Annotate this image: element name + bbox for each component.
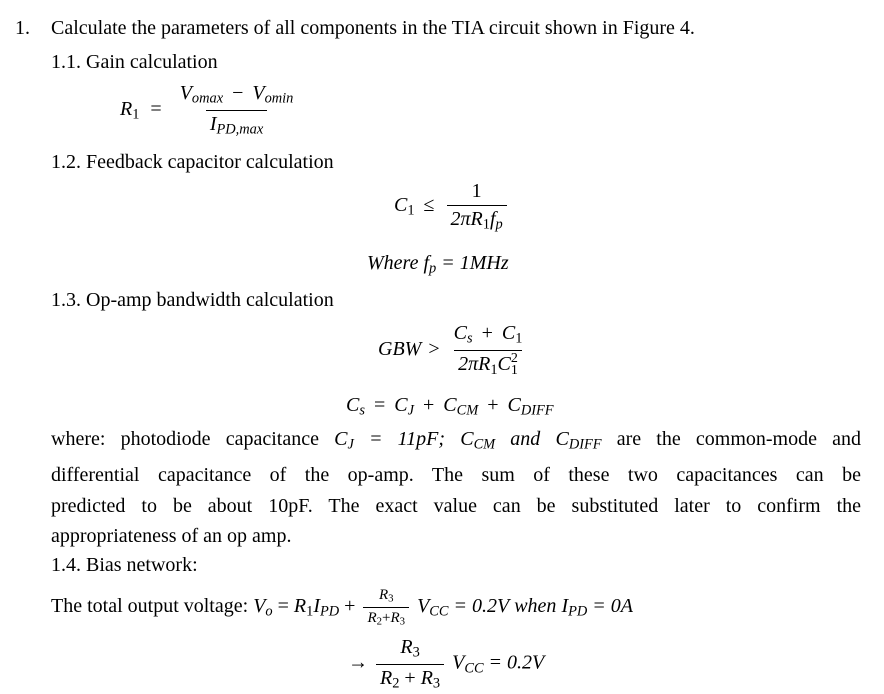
cs-equation: $C_s = C_J + C_{CM} + C_{DIFF}$ bbox=[346, 394, 554, 419]
feedback-denominator: $2\pi R1f_p$ bbox=[447, 205, 507, 234]
gain-numerator: $V_{omax} - V_{omin}$ bbox=[179, 82, 294, 107]
item-number: 1. bbox=[15, 17, 30, 39]
where-fp-line: Where $f_p = 1MHz$ bbox=[367, 252, 509, 277]
bias-fraction-inline: $\frac{R3}{R2+R3}$ bbox=[363, 587, 409, 627]
c1-symbol: C1 bbox=[394, 194, 415, 219]
heading-opamp-bandwidth: 1.3. Op-amp bandwidth calculation bbox=[51, 289, 334, 311]
implies-arrow: → bbox=[348, 651, 368, 674]
heading-feedback-capacitor: 1.2. Feedback capacitor calculation bbox=[51, 151, 334, 173]
gain-denominator: $I_{PD,max}$ bbox=[206, 110, 267, 139]
gain-fraction bbox=[176, 82, 298, 138]
paragraph-line-3: predicted to be about 10pF. The exact value can be substituted later to confirm the bbox=[51, 494, 861, 517]
heading-gain: 1.1. Gain calculation bbox=[51, 51, 218, 73]
paragraph-line-2: differential capacitance of the op-amp. The sum of these two capacitances can be bbox=[51, 464, 861, 487]
gbw-denominator: 2πR1C 2 1 bbox=[454, 350, 522, 379]
gain-equation bbox=[120, 82, 300, 138]
gbw-fraction bbox=[450, 322, 527, 378]
feedback-capacitor-equation: C1 ≤ $\frac{1}{2\pi R1f_p}$ bbox=[394, 180, 510, 234]
r1-symbol: R1 bbox=[120, 97, 140, 123]
equals-sign: = bbox=[150, 97, 162, 120]
bias-result-line: → $\frac{R3}{R2 + R3}$ $V_{CC} = 0.2V$ bbox=[348, 636, 545, 692]
feedback-fraction: $\frac{1}{2\pi R1f_p}$ bbox=[447, 180, 507, 234]
bias-fraction: $\frac{R3}{R2 + R3}$ bbox=[376, 636, 444, 692]
total-output-voltage-line: The total output voltage: $V_o = R1I_{PD}$ + $\frac{R3}{R2+R3}$ $V_{CC} = 0.2V$ when $I_{PD} = 0A$ bbox=[51, 587, 634, 628]
gbw-equation: GBW > $C_s + C1$ 2πR1C 2 1 bbox=[378, 322, 529, 378]
paragraph-line-4: appropriateness of an op amp. bbox=[51, 525, 292, 548]
item-title: Calculate the parameters of all components in the TIA circuit shown in Figure 4. bbox=[51, 17, 695, 39]
paragraph-line-1: where: photodiode capacitance $C_J = 11pF$; $C_{CM}$ and $C_{DIFF}$ are the common-mode and bbox=[51, 428, 862, 453]
capacitance-paragraph bbox=[51, 424, 861, 552]
heading-bias-network: 1.4. Bias network: bbox=[51, 554, 198, 576]
gbw-numerator: $C_s + C1$ bbox=[453, 322, 523, 347]
